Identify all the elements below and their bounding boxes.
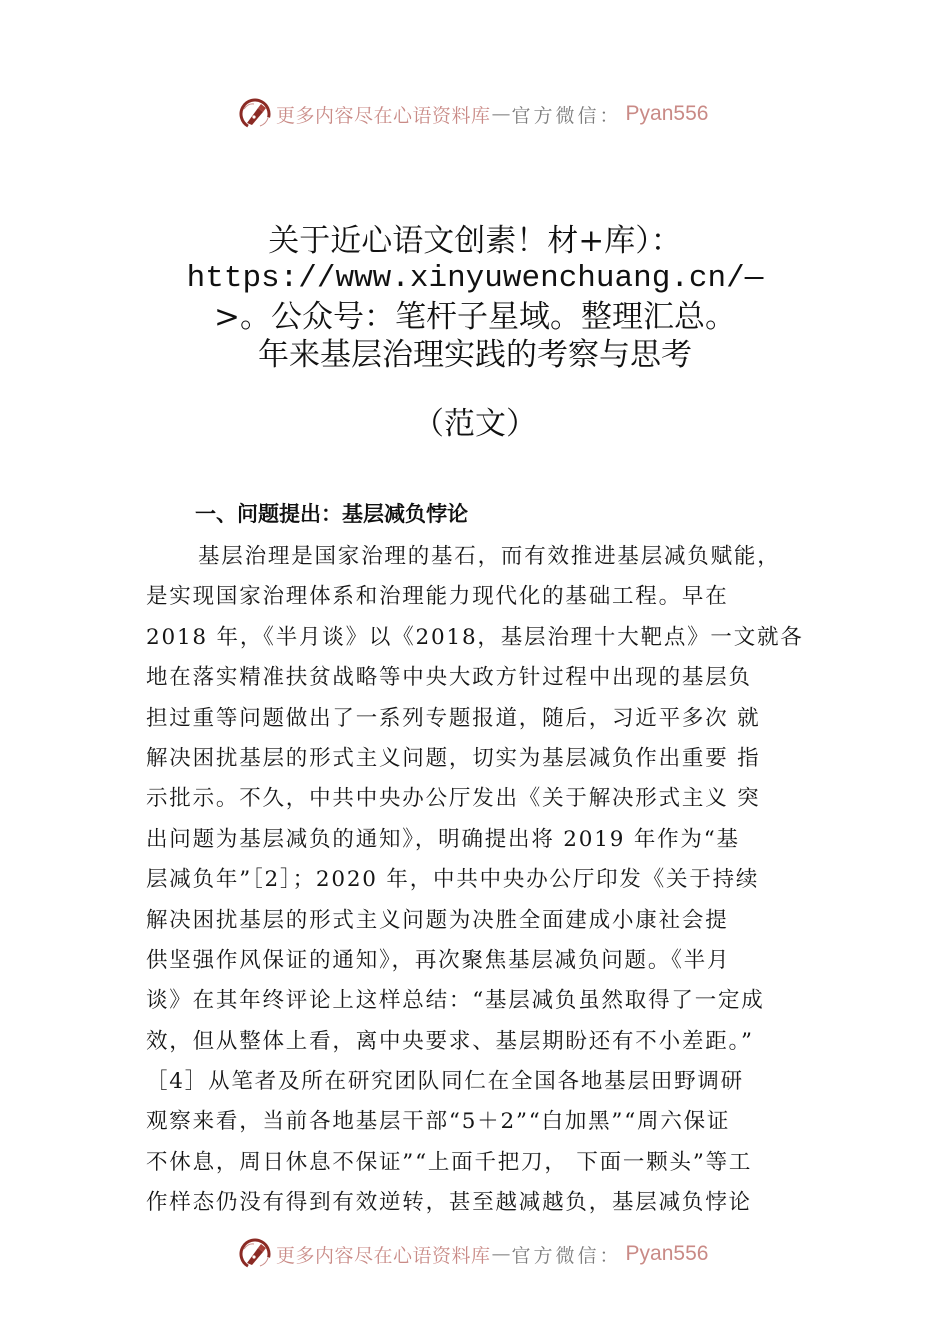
header-watermark — [238, 94, 738, 134]
watermark-wechat-id: Pyan556 — [625, 1242, 709, 1265]
title-line-url: https://www.xinyuwenchuang.cn/— — [186, 261, 764, 296]
body-line: 解决困扰基层的形式主义问题为决胜全面建成小康社会提 — [146, 907, 729, 933]
watermark-wechat-label: 官方微信： — [511, 104, 622, 127]
watermark-wechat-label: 官方微信： — [511, 1244, 622, 1267]
body-line: 担过重等问题做出了一系列专题报道，随后，习近平多次 就 — [146, 705, 761, 731]
body-line: 谈》在其年终评论上这样总结：“基层减负虽然取得了一定成 — [146, 988, 765, 1014]
body-line: 是实现国家治理体系和治理能力现代化的基础工程。早在 — [146, 584, 729, 610]
body-line: 作样态仍没有得到有效逆转，甚至越减越负，基层减负悖论 — [146, 1190, 752, 1216]
body-line: 2018 年，《半月谈》以《2018，基层治理十大靶点》一文就各 — [146, 624, 804, 650]
title-line-4: 年来基层治理实践的考察与思考 — [258, 337, 692, 373]
body-line: 解决困扰基层的形式主义问题，切实为基层减负作出重要 指 — [146, 745, 761, 771]
body-line: 地在落实精准扶贫战略等中央大政方针过程中出现的基层负 — [146, 665, 752, 691]
watermark-brand-text: 更多内容尽在心语资料库 — [276, 104, 491, 127]
section-heading: 一、问题提出：基层减负悖论 — [195, 502, 468, 526]
pen-nib-logo-icon — [238, 97, 272, 131]
body-line: ［4］从笔者及所在研究团队同仁在全国各地基层田野调研 — [146, 1069, 744, 1095]
watermark-brand-text: 更多内容尽在心语资料库 — [276, 1244, 491, 1267]
body-line: 示批示。不久，中共中央办公厅发出《关于解决形式主义 突 — [146, 786, 761, 812]
document-title — [150, 222, 800, 374]
body-line: 观察来看，当前各地基层干部“5＋2”“白加黑”“周六保证 — [146, 1109, 731, 1135]
watermark-separator: — — [491, 103, 511, 125]
body-line: 不休息，周日休息不保证”“上面千把刀， 下面一颗头”等工 — [146, 1149, 753, 1175]
body-line: 层减负年”［2］；2020 年，中共中央办公厅印发《关于持续 — [146, 867, 760, 893]
body-line: 供坚强作风保证的通知》，再次聚焦基层减负问题。《半月 — [146, 947, 731, 973]
body-line: 出问题为基层减负的通知》，明确提出将 2019 年作为“基 — [146, 826, 740, 852]
watermark-wechat-id: Pyan556 — [625, 102, 709, 125]
document-subtitle: （范文） — [413, 406, 537, 442]
footer-watermark — [238, 1234, 738, 1274]
title-line-1: 关于近心语文创素！材+库）： — [268, 223, 682, 259]
title-line-3: >。公众号：笔杆子星域。整理汇总。 — [214, 299, 736, 335]
body-line: 效，但从整体上看，离中央要求、基层期盼还有不小差距。” — [146, 1028, 754, 1054]
body-line: 基层治理是国家治理的基石，而有效推进基层减负赋能， — [198, 544, 781, 569]
pen-nib-logo-icon — [238, 1237, 272, 1271]
body-paragraph — [146, 537, 836, 1224]
watermark-separator: — — [491, 1243, 511, 1265]
